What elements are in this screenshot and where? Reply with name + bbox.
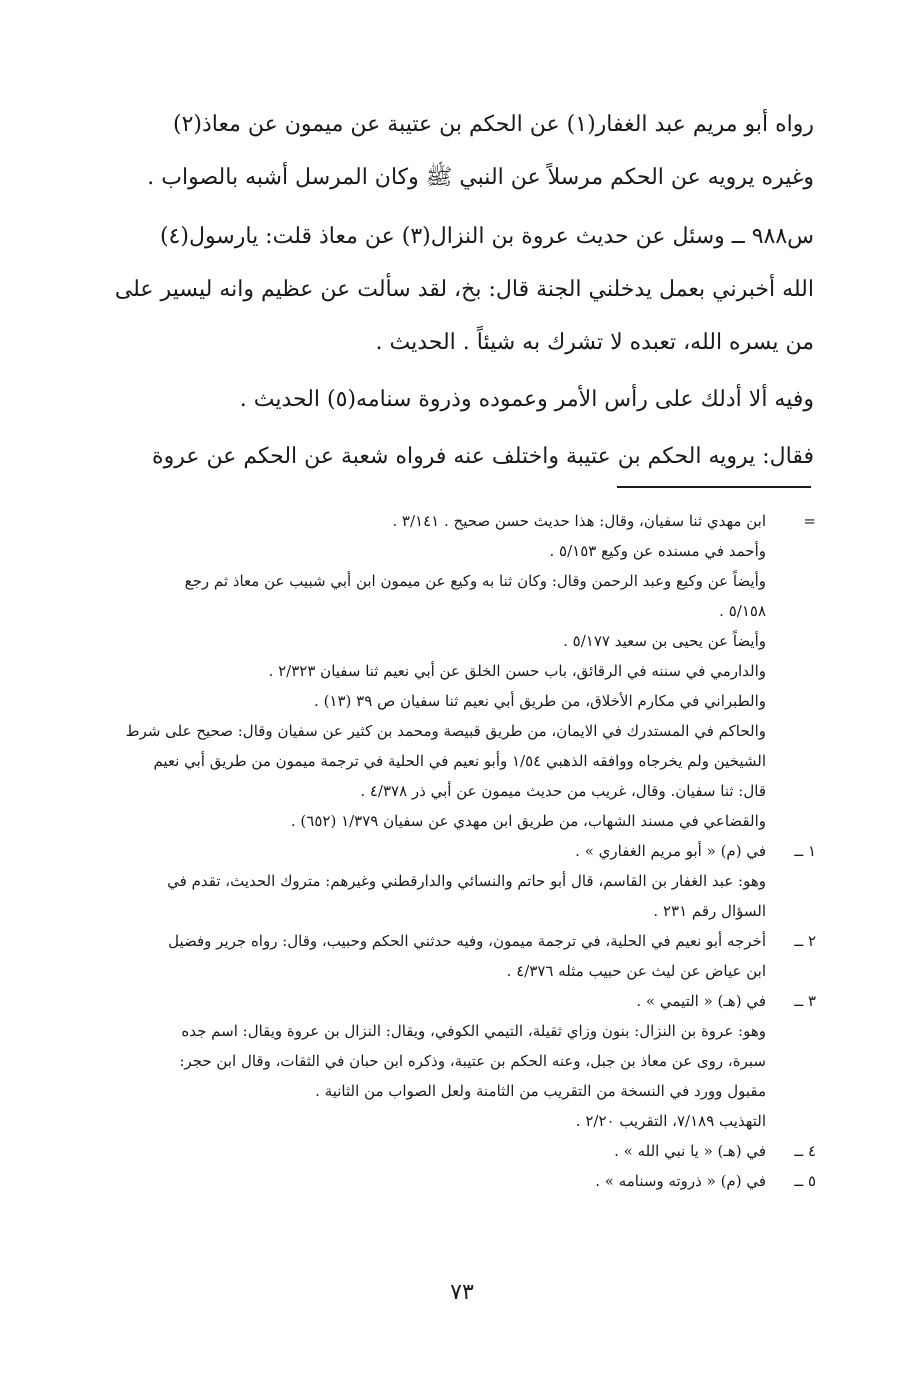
footnote-line — [108, 1016, 816, 1046]
main-line-5: من يسره الله، تعبده لا تشرك به شيئاً . الحديث . — [375, 330, 814, 355]
main-text — [108, 98, 814, 483]
footnote-line — [108, 926, 816, 956]
footnote-marker: ٥ ــ — [794, 1172, 816, 1190]
footnote-text: في (م) « ذروته وسنامه » . — [595, 1172, 766, 1190]
footnote-text: وأيضاً عن يحيى بن سعيد ٥/١٧٧ . — [563, 632, 766, 650]
footnote-line — [108, 956, 816, 986]
footnote-line — [108, 596, 816, 626]
main-line-6: وفيه ألا أدلك على رأس الأمر وعموده وذروة سنامه(٥) الحديث . — [239, 387, 814, 412]
footnote-marker: ٢ ــ — [794, 932, 816, 950]
footnote-text: الشيخين ولم يخرجاه ووافقه الذهبي ١/٥٤ وأبو نعيم في الحلية في ترجمة ميمون من طريق أبي نعيم — [153, 752, 766, 770]
footnote-text: في (هـ) « يا نبي الله » . — [614, 1142, 766, 1160]
footnotes — [108, 506, 816, 1196]
footnote-text: والحاكم في المستدرك في الايمان، من طريق قبيصة ومحمد بن كثير عن سفيان وقال: صحيح على شرط — [125, 722, 766, 740]
footnote-line — [108, 536, 816, 566]
footnote-text: وأيضاً عن وكيع وعبد الرحمن وقال: وكان ثنا به وكيع عن ميمون ابن أبي شبيب عن معاذ ثم رجع — [184, 572, 766, 590]
footnote-line — [108, 1046, 816, 1076]
footnote-text: والدارمي في سننه في الرقائق، باب حسن الخلق عن أبي نعيم ثنا سفيان ٢/٣٢٣ . — [268, 662, 766, 680]
footnote-text: وهو: عبد الغفار بن القاسم، قال أبو حاتم والنسائي والدارقطني وغيرهم: متروك الحديث، تقدم في — [167, 872, 766, 890]
footnote-marker — [766, 656, 816, 686]
footnote-marker — [766, 896, 816, 926]
footnote-text: ابن عياض عن ليث عن حبيب مثله ٤/٣٧٦ . — [506, 962, 766, 980]
footnote-marker — [766, 596, 816, 626]
footnote-line — [108, 626, 816, 656]
footnote-text: والقضاعي في مسند الشهاب، من طريق ابن مهدي عن سفيان ١/٣٧٩ (٦٥٢) . — [290, 812, 766, 830]
footnote-marker — [766, 686, 816, 716]
footnote-line — [108, 836, 816, 866]
footnote-line — [108, 566, 816, 596]
footnote-line — [108, 986, 816, 1016]
footnote-text: في (هـ) « التيمي » . — [636, 992, 766, 1010]
footnote-marker — [766, 1016, 816, 1046]
main-line-7: فقال: يرويه الحكم بن عتيبة واختلف عنه فرواه شعبة عن الحكم عن عروة — [152, 444, 814, 469]
footnote-marker — [766, 1106, 816, 1136]
footnote-text: والطبراني في مكارم الأخلاق، من طريق أبي نعيم ثنا سفيان ص ٣٩ (١٣) . — [314, 692, 766, 710]
footnote-text: في (م) « أبو مريم الغفاري » . — [575, 842, 766, 860]
footnote-text: التهذيب ٧/١٨٩، التقريب ٢/٢٠ . — [575, 1112, 766, 1130]
footnote-line — [108, 1136, 816, 1166]
footnote-line — [108, 806, 816, 836]
footnote-line — [108, 746, 816, 776]
footnote-line — [108, 1076, 816, 1106]
footnote-line — [108, 716, 816, 746]
footnote-line — [108, 1106, 816, 1136]
footnote-line — [108, 896, 816, 926]
main-line-2: وغيره يرويه عن الحكم مرسلاً عن النبي ﷺ وكان المرسل أشبه بالصواب . — [147, 165, 814, 190]
footnote-marker — [766, 746, 816, 776]
footnote-text: ابن مهدي ثنا سفيان، وقال: هذا حديث حسن صحيح . ٣/١٤١ . — [392, 512, 766, 530]
page-number: ٧٣ — [450, 1280, 474, 1305]
footnote-text: وهو: عروة بن النزال: بنون وزاي ثقيلة، التيمي الكوفي، ويقال: النزال بن عروة ويقال: اسم جده — [181, 1022, 766, 1040]
footnote-marker — [766, 1076, 816, 1106]
footnote-text: مقبول وورد في النسخة من التقريب من الثامنة ولعل الصواب من الثانية . — [315, 1082, 766, 1100]
footnote-text: سبرة، روى عن معاذ بن جبل، وعنه الحكم بن عتيبة، وذكره ابن حبان في الثقات، وقال ابن حجر: — [179, 1052, 766, 1070]
footnote-marker — [766, 566, 816, 596]
footnote-text: ٥/١٥٨ . — [719, 602, 766, 620]
footnote-text: قال: ثنا سفيان. وقال، غريب من حديث ميمون عن أبي ذر ٤/٣٧٨ . — [360, 782, 766, 800]
footnote-marker: ٤ ــ — [794, 1142, 816, 1160]
footnote-marker — [766, 626, 816, 656]
footnote-marker — [766, 716, 816, 746]
main-line-4: الله أخبرني بعمل يدخلني الجنة قال: بخ، لقد سألت عن عظيم وانه ليسير على — [114, 277, 814, 302]
footnote-text: السؤال رقم ٢٣١ . — [653, 902, 766, 920]
footnote-marker — [766, 956, 816, 986]
footnote-marker: = — [803, 512, 816, 530]
main-line-1: رواه أبو مريم عبد الغفار(١) عن الحكم بن عتيبة عن ميمون عن معاذ(٢) — [173, 112, 814, 137]
footnote-marker — [766, 866, 816, 896]
footnote-text: وأحمد في مسنده عن وكيع ٥/١٥٣ . — [549, 542, 766, 560]
footnote-marker — [766, 1046, 816, 1076]
footnote-text: أخرجه أبو نعيم في الحلية، في ترجمة ميمون، وفيه حدثني الحكم وحبيب، وقال: رواه جرير وفضيل — [168, 932, 766, 950]
footnote-line — [108, 656, 816, 686]
footnote-marker: ١ ــ — [794, 842, 816, 860]
main-line-3: س٩٨٨ ــ وسئل عن حديث عروة بن النزال(٣) عن معاذ قلت: يارسول(٤) — [159, 224, 814, 249]
footnote-divider — [617, 486, 811, 488]
footnote-line — [108, 776, 816, 806]
footnote-line — [108, 686, 816, 716]
footnote-marker: ٣ ــ — [794, 992, 816, 1010]
footnote-marker — [766, 806, 816, 836]
footnote-marker — [766, 536, 816, 566]
footnote-line — [108, 866, 816, 896]
footnote-marker — [766, 776, 816, 806]
footnote-line — [108, 1166, 816, 1196]
footnote-line — [108, 506, 816, 536]
